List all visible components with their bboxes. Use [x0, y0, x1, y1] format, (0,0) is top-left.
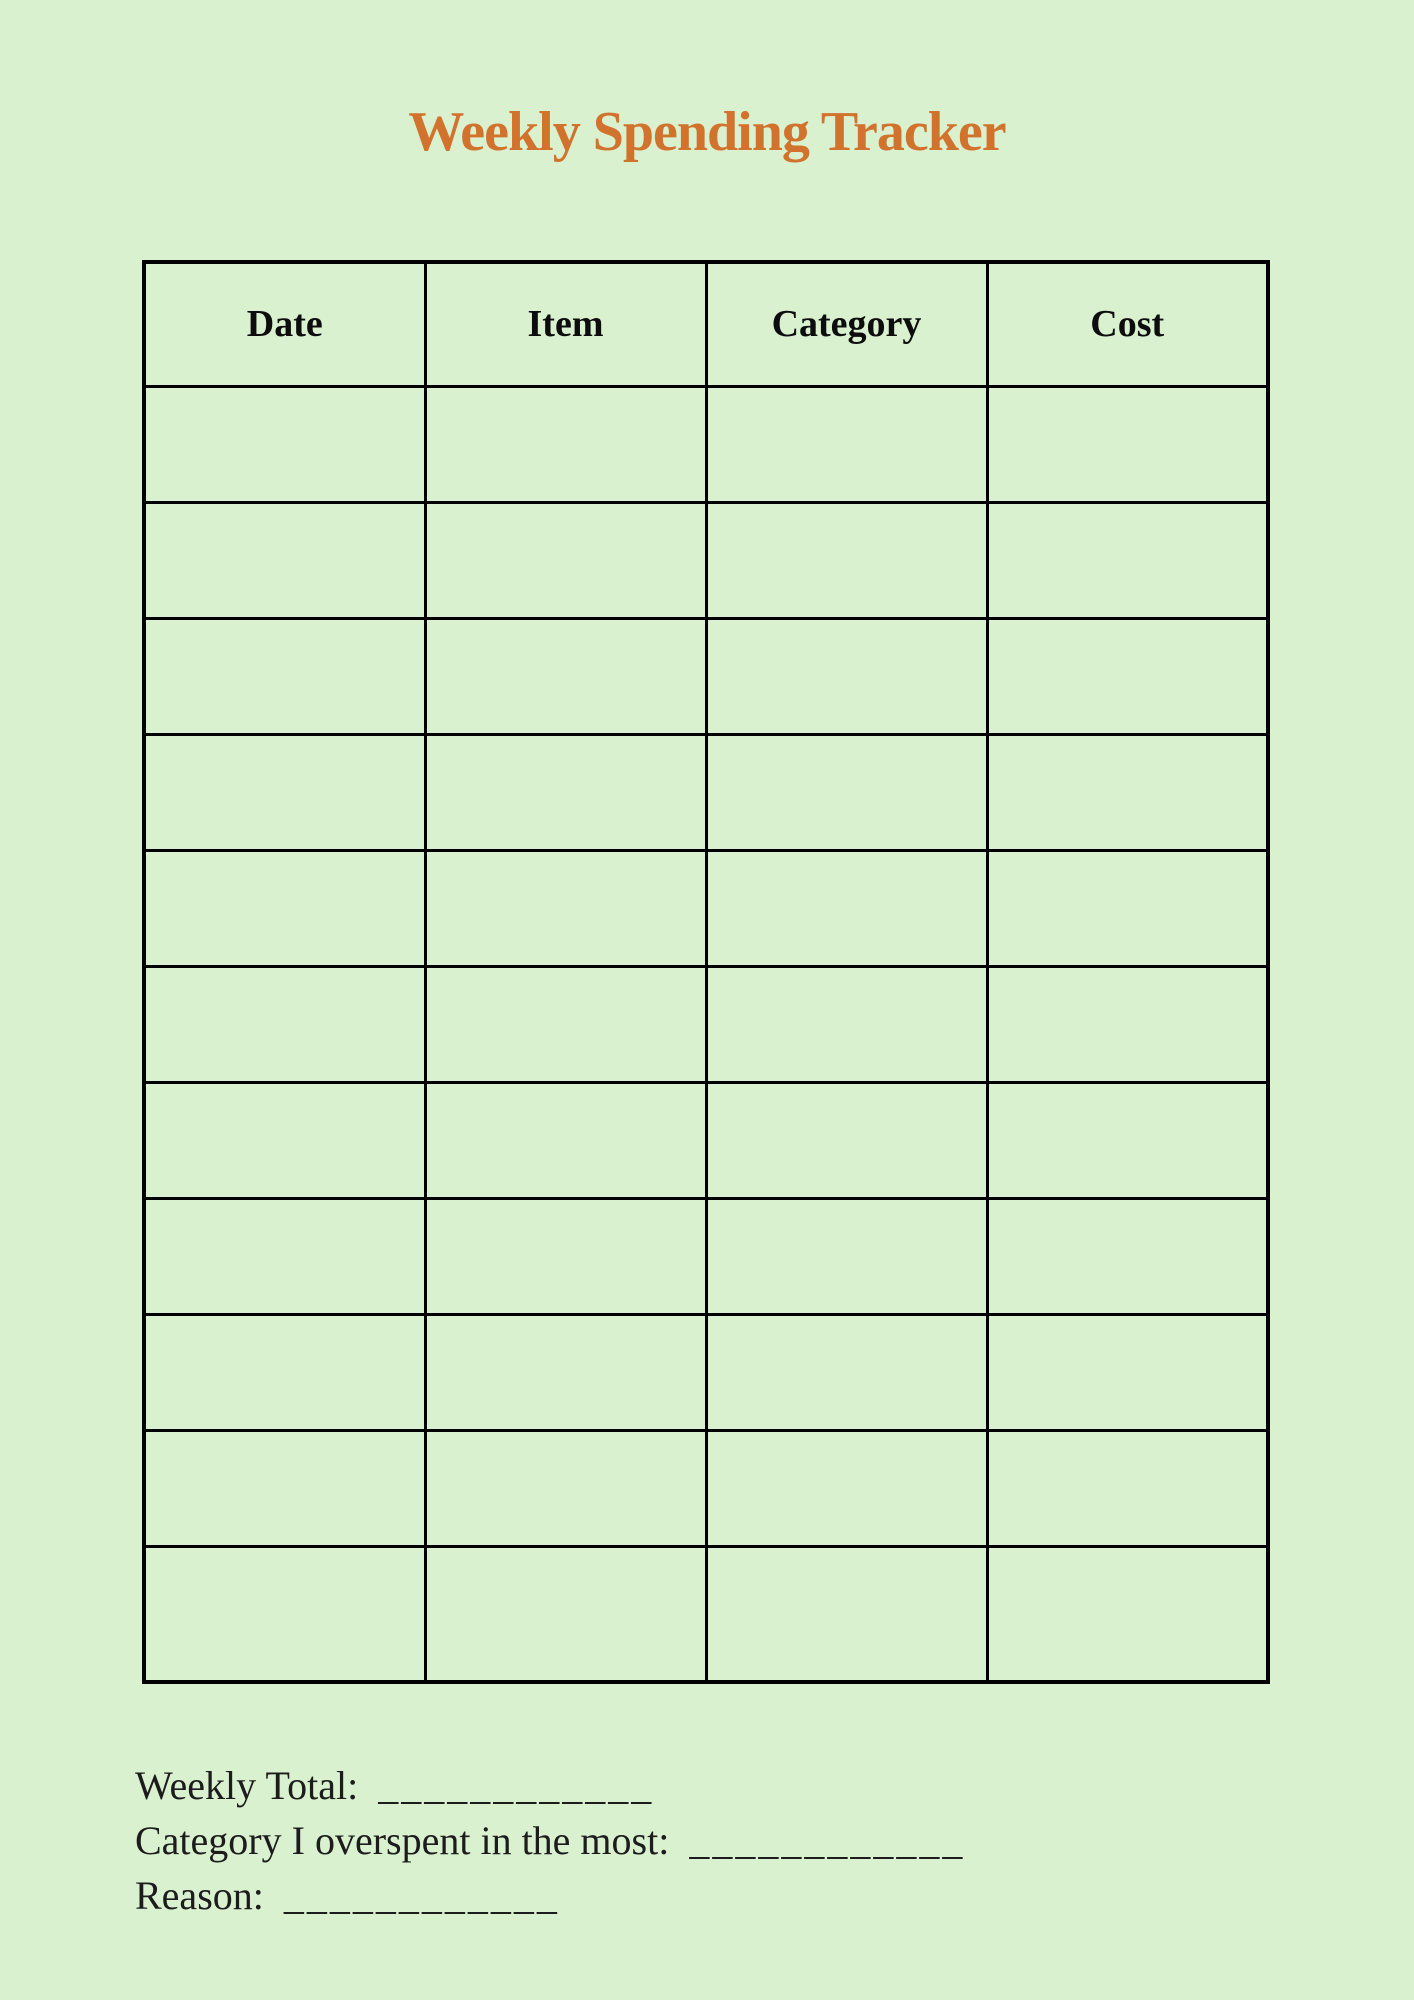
empty-cell — [144, 1430, 425, 1546]
table-row — [144, 502, 1268, 618]
table-row — [144, 1546, 1268, 1682]
empty-cell — [425, 618, 706, 734]
empty-cell — [144, 850, 425, 966]
empty-cell — [706, 618, 987, 734]
table-row — [144, 618, 1268, 734]
spending-table-grid — [142, 260, 1270, 1684]
empty-cell — [144, 1082, 425, 1198]
empty-cell — [706, 1082, 987, 1198]
weekly-total-blank: ____________ — [378, 1763, 655, 1808]
weekly-total-line — [135, 1758, 1335, 1813]
empty-cell — [425, 1430, 706, 1546]
empty-cell — [706, 1430, 987, 1546]
empty-cell — [144, 1198, 425, 1314]
table-row — [144, 1082, 1268, 1198]
reason-line — [135, 1868, 1335, 1923]
table-body — [144, 386, 1268, 1682]
empty-cell — [987, 618, 1268, 734]
column-header-category: Category — [706, 262, 987, 386]
empty-cell — [425, 734, 706, 850]
empty-cell — [144, 1546, 425, 1682]
empty-cell — [706, 1314, 987, 1430]
reason-blank: ____________ — [283, 1873, 560, 1918]
empty-cell — [987, 734, 1268, 850]
table-row — [144, 1314, 1268, 1430]
empty-cell — [987, 1198, 1268, 1314]
empty-cell — [425, 1314, 706, 1430]
empty-cell — [144, 734, 425, 850]
empty-cell — [425, 1082, 706, 1198]
empty-cell — [425, 386, 706, 502]
empty-cell — [706, 1198, 987, 1314]
spending-table — [142, 260, 1270, 1684]
weekly-total-label: Weekly Total: — [135, 1763, 359, 1808]
empty-cell — [706, 966, 987, 1082]
empty-cell — [987, 386, 1268, 502]
empty-cell — [987, 1082, 1268, 1198]
empty-cell — [987, 966, 1268, 1082]
column-header-date: Date — [144, 262, 425, 386]
reason-label: Reason: — [135, 1873, 264, 1918]
table-row — [144, 386, 1268, 502]
empty-cell — [987, 502, 1268, 618]
table-row — [144, 966, 1268, 1082]
table-row — [144, 734, 1268, 850]
empty-cell — [425, 1546, 706, 1682]
empty-cell — [144, 618, 425, 734]
table-header-row — [144, 262, 1268, 386]
empty-cell — [425, 502, 706, 618]
empty-cell — [425, 966, 706, 1082]
empty-cell — [706, 1546, 987, 1682]
empty-cell — [144, 1314, 425, 1430]
column-header-cost: Cost — [987, 262, 1268, 386]
empty-cell — [987, 850, 1268, 966]
empty-cell — [144, 502, 425, 618]
table-row — [144, 850, 1268, 966]
empty-cell — [706, 734, 987, 850]
empty-cell — [144, 386, 425, 502]
table-row — [144, 1198, 1268, 1314]
column-header-item: Item — [425, 262, 706, 386]
overspent-category-blank: ____________ — [689, 1818, 966, 1863]
summary-section — [135, 1758, 1335, 1923]
empty-cell — [706, 850, 987, 966]
empty-cell — [987, 1430, 1268, 1546]
empty-cell — [706, 386, 987, 502]
table-row — [144, 1430, 1268, 1546]
empty-cell — [706, 502, 987, 618]
empty-cell — [144, 966, 425, 1082]
overspent-category-line — [135, 1813, 1335, 1868]
page-title: Weekly Spending Tracker — [408, 101, 1006, 163]
empty-cell — [425, 850, 706, 966]
empty-cell — [987, 1546, 1268, 1682]
overspent-category-label: Category I overspent in the most: — [135, 1818, 670, 1863]
empty-cell — [987, 1314, 1268, 1430]
empty-cell — [425, 1198, 706, 1314]
